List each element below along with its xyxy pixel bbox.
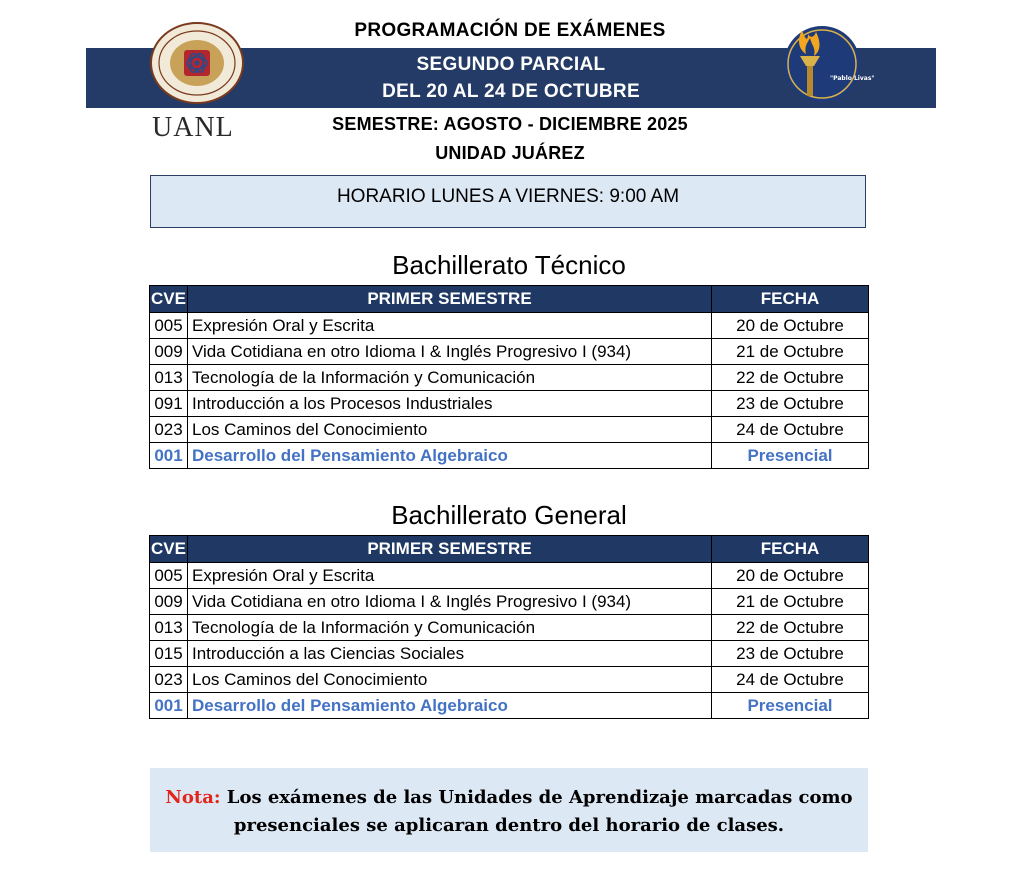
cell-subject: Los Caminos del Conocimiento [188, 417, 712, 443]
col-header-cve: CVE [150, 536, 188, 563]
cell-cve: 005 [150, 563, 188, 589]
section-title-tecnico: Bachillerato Técnico [392, 250, 626, 280]
cell-cve: 023 [150, 667, 188, 693]
col-header-date: FECHA [712, 536, 869, 563]
cell-cve: 005 [150, 313, 188, 339]
cell-subject: Desarrollo del Pensamiento Algebraico [188, 693, 712, 719]
torch-school-logo [772, 16, 875, 104]
cell-subject: Introducción a las Ciencias Sociales [188, 641, 712, 667]
section-title-general: Bachillerato General [391, 500, 627, 530]
uanl-wordmark: UANL [152, 112, 234, 143]
cell-subject: Vida Cotidiana en otro Idioma I & Inglés Progresivo I (934) [188, 589, 712, 615]
table-row [150, 563, 869, 589]
semester-line: SEMESTRE: AGOSTO - DICIEMBRE 2025 [332, 114, 688, 134]
cell-cve: 013 [150, 365, 188, 391]
torch-logo-name: "Pablo Livas" [830, 75, 875, 82]
table-row [150, 339, 869, 365]
schedule-banner: HORARIO LUNES A VIERNES: 9:00 AM [150, 175, 866, 228]
cell-date: 24 de Octubre [712, 417, 869, 443]
table-row [150, 615, 869, 641]
cell-date: 22 de Octubre [712, 615, 869, 641]
note-line-1: Los exámenes de las Unidades de Aprendizaje marcadas como [226, 787, 853, 808]
note-box [150, 768, 868, 852]
band-line-2: DEL 20 AL 24 DE OCTUBRE [382, 81, 640, 102]
col-header-cve: CVE [150, 286, 188, 313]
note-label: Nota: [165, 787, 221, 808]
cell-subject: Tecnología de la Información y Comunicación [188, 615, 712, 641]
cell-cve: 009 [150, 339, 188, 365]
cell-date: 21 de Octubre [712, 339, 869, 365]
band-line-1: SEGUNDO PARCIAL [416, 54, 606, 75]
unit-line: UNIDAD JUÁREZ [435, 143, 585, 163]
page-title: PROGRAMACIÓN DE EXÁMENES [354, 20, 666, 41]
cell-subject: Tecnología de la Información y Comunicación [188, 365, 712, 391]
cell-date: 22 de Octubre [712, 365, 869, 391]
table-row [150, 313, 869, 339]
cell-cve: 023 [150, 417, 188, 443]
table-row-presencial [150, 693, 869, 719]
cell-cve: 013 [150, 615, 188, 641]
cell-subject: Expresión Oral y Escrita [188, 313, 712, 339]
cell-cve: 001 [150, 443, 188, 469]
table-row [150, 391, 869, 417]
exam-table-general [149, 535, 869, 719]
cell-date: 20 de Octubre [712, 563, 869, 589]
table-row [150, 667, 869, 693]
cell-date: 23 de Octubre [712, 391, 869, 417]
cell-cve: 015 [150, 641, 188, 667]
cell-cve: 091 [150, 391, 188, 417]
table-row [150, 589, 869, 615]
table-header-row [150, 286, 869, 313]
cell-date: 23 de Octubre [712, 641, 869, 667]
col-header-subject: PRIMER SEMESTRE [188, 286, 712, 313]
exam-table-tecnico [149, 285, 869, 469]
table-row-presencial [150, 443, 869, 469]
cell-subject: Desarrollo del Pensamiento Algebraico [188, 443, 712, 469]
cell-date: Presencial [712, 693, 869, 719]
cell-cve: 001 [150, 693, 188, 719]
cell-subject: Expresión Oral y Escrita [188, 563, 712, 589]
cell-date: Presencial [712, 443, 869, 469]
note-line-2: presenciales se aplicaran dentro del horario de clases. [233, 815, 785, 836]
table-row [150, 417, 869, 443]
cell-subject: Los Caminos del Conocimiento [188, 667, 712, 693]
uanl-seal-logo [148, 22, 246, 104]
cell-subject: Vida Cotidiana en otro Idioma I & Inglés Progresivo I (934) [188, 339, 712, 365]
cell-date: 21 de Octubre [712, 589, 869, 615]
col-header-date: FECHA [712, 286, 869, 313]
cell-date: 24 de Octubre [712, 667, 869, 693]
table-header-row [150, 536, 869, 563]
note-text [150, 784, 868, 840]
cell-subject: Introducción a los Procesos Industriales [188, 391, 712, 417]
cell-date: 20 de Octubre [712, 313, 869, 339]
col-header-subject: PRIMER SEMESTRE [188, 536, 712, 563]
table-row [150, 365, 869, 391]
cell-cve: 009 [150, 589, 188, 615]
table-row [150, 641, 869, 667]
